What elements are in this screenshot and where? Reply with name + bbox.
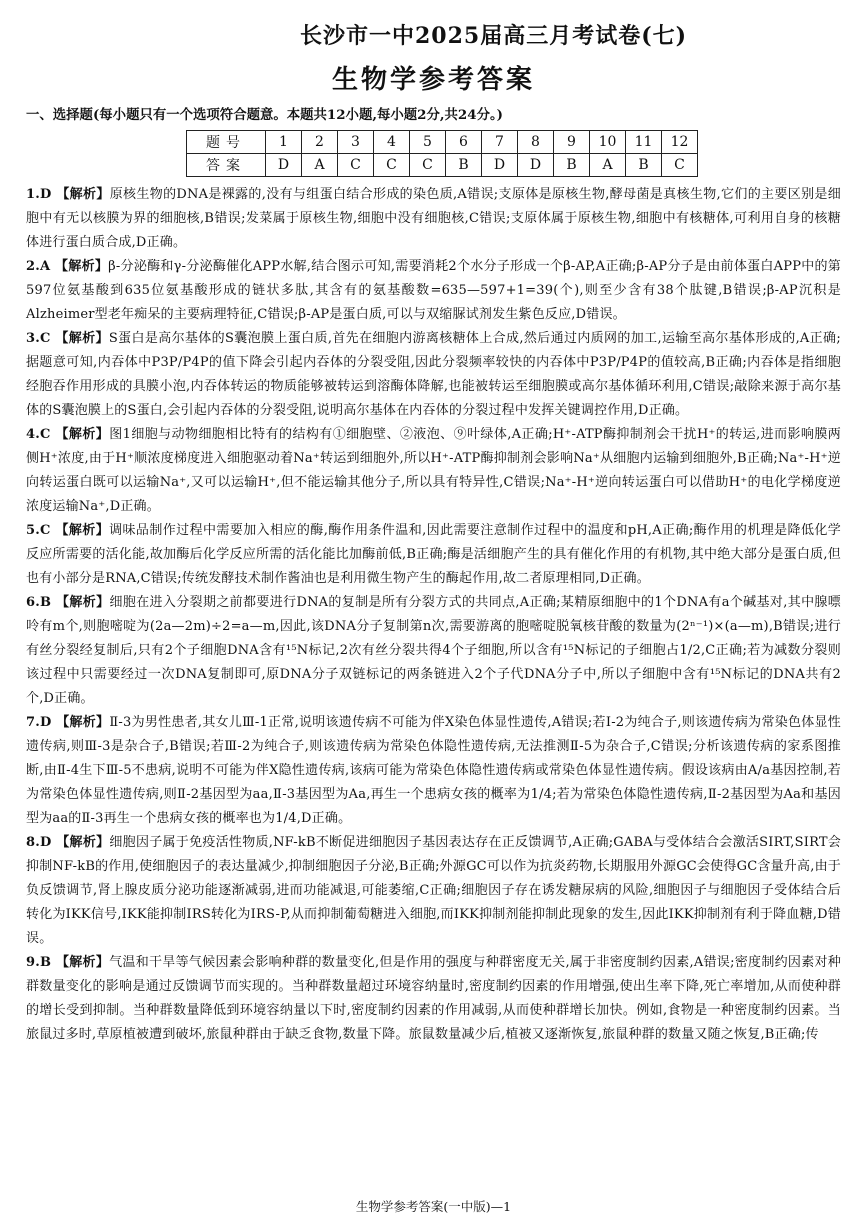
answer-table-answer: B [554, 154, 590, 177]
answer-table-number: 7 [482, 131, 518, 154]
answer-table-number: 9 [554, 131, 590, 154]
question-explanation [26, 423, 841, 519]
question-answer-head: 6.B 【解析】 [26, 595, 110, 610]
question-explanation [26, 519, 841, 591]
answer-table-number: 6 [446, 131, 482, 154]
question-answer-head: 3.C 【解析】 [26, 331, 109, 346]
answer-table-number: 12 [662, 131, 698, 154]
question-answer-head: 4.C 【解析】 [26, 427, 110, 442]
answer-table-number: 2 [302, 131, 338, 154]
question-explanation-text: S蛋白是高尔基体的S囊泡膜上蛋白质,首先在细胞内游离核糖体上合成,然后通过内质网的加工,运输至高尔基体形成的,A正确;据题意可知,内吞体中P3P/P4P的值下降会引起内吞体的分裂受阻,因此分裂频率较快的内吞体中P3P/P4P的值较高,B正确;内吞体是指细胞经胞吞作用形成的具膜小泡,内吞体转运的物质能够被转运到溶酶体降解,也能被转运至细胞膜或高尔基体循环利用,C错误;敲除来源于高尔基体的S囊泡膜上的S蛋白,会引起内吞体的分裂受阻,说明高尔基体在内吞体的分裂过程中发挥关键调控作用,D正确。 [26, 331, 841, 418]
answer-table-number: 8 [518, 131, 554, 154]
question-answer-head: 1.D 【解析】 [26, 187, 110, 202]
answer-table-number: 1 [266, 131, 302, 154]
question-explanation [26, 327, 841, 423]
question-explanation-text: 调味品制作过程中需要加入相应的酶,酶作用条件温和,因此需要注意制作过程中的温度和pH,A正确;酶作用的机理是降低化学反应所需要的活化能,故加酶后化学反应所需的活化能比加酶前低,B正确;酶是活细胞产生的具有催化作用的有机物,其中绝大部分是蛋白质,但也有小部分是RNA,C错误;传统发酵技术制作酱油也是利用微生物产生的酶起作用,故二者原理相同,D正确。 [26, 523, 841, 586]
question-explanation [26, 591, 841, 711]
question-explanation-text: 气温和干旱等气候因素会影响种群的数量变化,但是作用的强度与种群密度无关,属于非密度制约因素,A错误;密度制约因素对种群数量变化的影响是通过反馈调节而实现的。当种群数量超过环境容纳量时,密度制约因素的作用增强,使出生率下降,死亡率增加,从而使种群的增长受到抑制。当种群数量降低到环境容纳量以下时,密度制约因素的作用减弱,从而使种群增长加快。例如,食物是一种密度制约因素。当旅鼠过多时,草原植被遭到破坏,旅鼠种群由于缺乏食物,数量下降。旅鼠数量减少后,植被又逐渐恢复,旅鼠种群的数量又随之恢复,B正确;传 [26, 955, 841, 1042]
answer-table-number: 11 [626, 131, 662, 154]
question-explanation [26, 711, 841, 831]
answer-table-answer: C [662, 154, 698, 177]
answer-table-answer: C [374, 154, 410, 177]
page-footer: 生物学参考答案(一中版)—1 [355, 1199, 512, 1214]
answer-table-answer: A [590, 154, 626, 177]
question-explanation [26, 183, 841, 255]
answer-table-answer: B [446, 154, 482, 177]
question-answer-head: 2.A 【解析】 [26, 259, 109, 274]
answer-table-answer: A [302, 154, 338, 177]
section-heading-choice: 一、选择题(每小题只有一个选项符合题意。本题共12小题,每小题2分,共24分。) [26, 107, 503, 123]
question-answer-head: 5.C 【解析】 [26, 523, 110, 538]
question-explanations [26, 183, 841, 1047]
answer-table-answer-row [187, 154, 698, 177]
answer-table-answer: B [626, 154, 662, 177]
answer-table [186, 130, 698, 177]
answer-table-answer: D [266, 154, 302, 177]
answer-table-number: 5 [410, 131, 446, 154]
answer-table-number: 10 [590, 131, 626, 154]
question-answer-head: 8.D 【解析】 [26, 835, 110, 850]
answer-table-number: 4 [374, 131, 410, 154]
question-explanation-text: 原核生物的DNA是裸露的,没有与组蛋白结合形成的染色质,A错误;支原体是原核生物,酵母菌是真核生物,它们的主要区别是细胞中有无以核膜为界的细胞核,B错误;发菜属于原核生物,细胞中没有细胞核,C错误;支原体属于原核生物,细胞中有核糖体,可利用自身的核糖体进行蛋白质合成,D正确。 [26, 187, 841, 250]
question-explanation-text: 细胞因子属于免疫活性物质,NF-kB不断促进细胞因子基因表达存在正反馈调节,A正确;GABA与受体结合会激活SIRT,SIRT会抑制NF-kB的作用,使细胞因子的表达量减少,抑制细胞因子分泌,B正确;外源GC可以作为抗炎药物,长期服用外源GC会使得GC含量升高,由于负反馈调节,肾上腺皮质分泌功能逐渐减弱,进而功能减退,可能萎缩,C正确;细胞因子存在诱发糖尿病的风险,细胞因子与细胞因子受体结合后转化为IKK信号,IKK能抑制IRS转化为IRS-P,从而抑制葡萄糖进入细胞,而IKK抑制剂能抑制此现象的发生,因此IKK抑制剂有利于降血糖,D错误。 [26, 835, 841, 946]
question-explanation-text: 细胞在进入分裂期之前都要进行DNA的复制是所有分裂方式的共同点,A正确;某精原细胞中的1个DNA有a个碱基对,其中腺嘌呤有m个,则胞嘧啶为(2a—2m)÷2=a—m,因此,该DNA分子复制第n次,需要游离的胞嘧啶脱氧核苷酸的数量为(2ⁿ⁻¹)×(a—m),B错误;进行有丝分裂经复制后,只有2个子细胞DNA含有¹⁵N标记,2次有丝分裂共得4个子细胞,所以含有¹⁵N标记的子细胞占1/2,C正确;若为减数分裂则该过程中只需要经过一次DNA复制即可,原DNA分子双链标记的两条链进入2个子代DNA分子中,所以子细胞中含有¹⁵N标记的DNA共有2个,D正确。 [26, 595, 841, 706]
answer-table-number: 3 [338, 131, 374, 154]
question-answer-head: 9.B 【解析】 [26, 955, 110, 970]
answer-table-answer: D [518, 154, 554, 177]
question-explanation [26, 831, 841, 951]
answer-table-answer-label: 答案 [187, 154, 266, 177]
question-explanation-text: Ⅱ-3为男性患者,其女儿Ⅲ-1正常,说明该遗传病不可能为伴X染色体显性遗传,A错误;若Ⅰ-2为纯合子,则该遗传病为常染色体显性遗传病,则Ⅲ-3是杂合子,B错误;若Ⅲ-2为纯合子,则该遗传病为常染色体隐性遗传病,无法推测Ⅱ-5为杂合子,C错误;分析该遗传病的家系图推断,由Ⅱ-4生下Ⅲ-5不患病,说明不可能为伴X隐性遗传病,该病可能为常染色体隐性遗传病或常染色体显性遗传病。假设该病由A/a基因控制,若为常染色体显性遗传病,则Ⅱ-2基因型为aa,Ⅱ-3基因型为Aa,再生一个患病女孩的概率为1/4;若为常染色体隐性遗传病,Ⅱ-2基因型为Aa和基因型为aa的Ⅱ-3再生一个患病女孩的概率也为1/4,D正确。 [26, 715, 841, 826]
answer-table-number-row [187, 131, 698, 154]
question-explanation-text: 图1细胞与动物细胞相比特有的结构有①细胞壁、②液泡、⑨叶绿体,A正确;H⁺-ATP酶抑制剂会干扰H⁺的转运,进而影响膜两侧H⁺浓度,由于H⁺顺浓度梯度进入细胞驱动着Na⁺转运到细胞外,所以H⁺-ATP酶抑制剂会影响Na⁺从细胞内运输到细胞外,B正确;Na⁺-H⁺逆向转运蛋白既可以运输Na⁺,又可以运输H⁺,但不能运输其他分子,所以具有特异性,C错误;Na⁺-H⁺逆向转运蛋白可以借助H⁺的电化学梯度逆浓度运输Na⁺,D正确。 [26, 427, 841, 514]
page-title: 生物学参考答案 [331, 65, 535, 95]
answer-table-answer: C [338, 154, 374, 177]
question-explanation [26, 255, 841, 327]
answer-table-number-label: 题号 [187, 131, 266, 154]
question-explanation-text: β-分泌酶和γ-分泌酶催化APP水解,结合图示可知,需要消耗2个水分子形成一个β-AP,A正确;β-AP分子是由前体蛋白APP中的第597位氨基酸到635位氨基酸形成的链状多肽,其含有的氨基酸数=635—597+1=39(个),则至少含有38个肽键,B错误;β-AP沉积是Alzheimer型老年痴呆的主要病理特征,C错误;β-AP是蛋白质,可以与双缩脲试剂发生紫色反应,D错误。 [26, 259, 841, 322]
answer-table-answer: C [410, 154, 446, 177]
school-exam-title: 长沙市一中2025届高三月考试卷(七) [299, 23, 688, 49]
question-answer-head: 7.D 【解析】 [26, 715, 110, 730]
answer-table-answer: D [482, 154, 518, 177]
question-explanation [26, 951, 841, 1047]
